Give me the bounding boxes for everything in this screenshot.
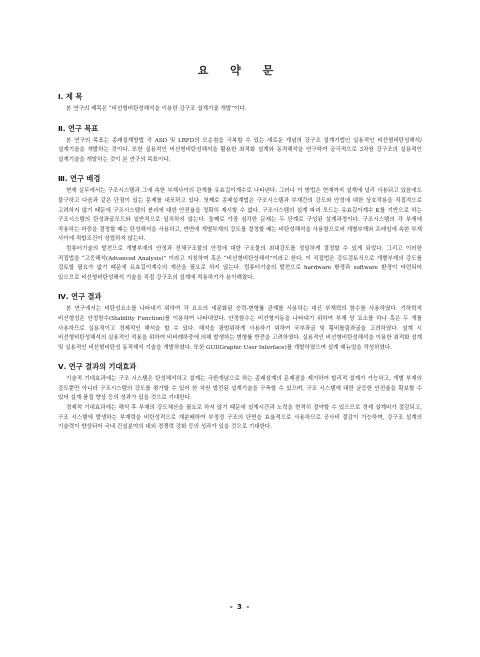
section-heading: Ⅰ. 제 목 xyxy=(58,92,83,101)
section-expected-effects xyxy=(58,362,422,433)
section-research-goal xyxy=(58,124,422,166)
section-heading: Ⅱ. 연구 목표 xyxy=(58,123,99,133)
section-heading: Ⅴ. 연구 결과의 기대효과 xyxy=(58,362,137,372)
section-heading: Ⅲ. 연구 배경 xyxy=(58,174,101,184)
summary-body xyxy=(58,92,422,442)
paragraph: 현재 실무에서는 구조시스템과 그에 속한 부재사이의 관계를 유효길이계수로 나타낸다. 그러나 이 방법은 현재까지 설계에 널리 사용되고 있음에도 불구하고 다음과 같은 단점이 있는 문제를 내포하고 있다. 첫째로 종래설계법은 구조시스템과 부재간의 강도와 안정에 대한 상호작용을 직접적으로 고려하지 않기 때문에 구조시스템의 붕괴에 대한 안전율을 정확히 제시할 수 없다. 구조시스템의 설계 파괴 모드는 유효길이계수 K를 기반으로 하는 구조시스템의 탄성좌굴모드와 일반적으로 일치하지 않는다. 둘째로 가장 심각한 문제는 두 단계로 구성된 설계과정이다. 구조시스템의 각 부재에 작용하는 하중을 결정할 때는 탄성해석을 사용하고, 반면에 개별부재의 강도를 결정할 때는 비탄성해석을 사용함으로써 개별부재와 프레임에 속한 부재 사이에 적합조건이 성립하지 않는다. xyxy=(58,188,422,243)
paragraph: 본 연구에서는 비탄성요소를 나타내기 위하여 각 요소의 세분화된 응력-변형률 관계를 사용하는 대신 부재력의 함수를 사용하였다. 기하학적 비선형성은 안정함수(Stability Function)를 이용하여 나타내었다. 안정함수는 비선형거동을 나타내기 위하여 부재 당 요소를 하나 혹은 두 개를 사용하므로 실용적이고 경제적인 해석을 할 수 있다. 해석을 광범위하게 사용하기 위하여 국부좌굴 및 횡비틀림좌굴을 고려하였다. 설계 시 비선형비탄성해석의 실용적인 적용을 위하여 비비례하중에 의해 발생하는 변형률 반전을 고려하였다. 실용적인 비선형비탄성해석을 이용한 최적화 설계 및 실용적인 비선형비탄성 동적해석 기술을 개발하였다. 또한 GUI(Graphic User Interface)를 개발하였으며 설계 매뉴얼을 작성하였다. xyxy=(58,306,423,351)
section-research-background xyxy=(58,174,422,283)
section-heading: Ⅳ. 연구 결과 xyxy=(58,292,102,302)
section-research-results xyxy=(58,292,422,353)
summary-title: 요 약 문 xyxy=(197,64,283,77)
page-number: - 3 - xyxy=(229,603,251,611)
paragraph: 본 연구의 목표는 종래설계방법 즉 ASD 및 LRFD의 모순점을 극복할 수 있는 새로운 개념의 강구조 설계기법인 실용적인 비선형비탄성해석/설계기술을 개발하는 것이다. 또한 실용적인 비선형비탄성해석을 활용한 최적화 설계와 동적해석을 연구하여 궁극적으로 3차원 강구조의 실용적인 설계기술을 개발하는 것이 본 연구의 목표이다. xyxy=(58,137,422,163)
paragraph: 기술적 기대효과에는 구조 시스템은 탄성해석하고 설계는 극한개념으로 하는 종래설계의 문제점을 제거하여 합리적 설계가 가능하고, 개별 부재의 강도뿐만 아니라 구조시스템의 강도를 평가할 수 있어 한 차원 발전된 설계기술을 구축할 수 있으며, 구조 시스템에 대한 균등한 안전율을 확보할 수 있어 설계 품질 향상 등의 성과가 있을 것으로 기대한다. xyxy=(58,376,422,402)
section-title-subject xyxy=(58,92,422,115)
paragraph: 경제적 기대효과에는 해석 후 부재의 강도체산을 필요로 하지 않기 때문에 설계시간과 노력을 현격히 절약할 수 있으므로 경제 설계비가 절감되고, 구조 시스템에 발생하는 부재력을 비탄성적으로 재분배하여 부정정 구조의 단면을 효율적으로 사용하므로 공사비 절감이 가능하며, 강구조 설계의 기술력이 향상되어 국내 건설분야의 대외 경쟁력 강화 등의 성과가 있을 것으로 기대한다. xyxy=(58,405,422,431)
paragraph: 컴퓨터기술의 발전으로 개별부재의 안정과 전체구조물의 안정에 대한 구조물의 최대강도를 정밀하게 결정할 수 있게 되었다. 그리고 이러한 직접법을 “고등해석(Advanced Analysis)” 이라고 지칭하며 혹은 “비선형비탄성해석”이라고 한다. 이 직접법은 강도검토식으로 개별부재의 강도를 검토할 필요가 없기 때문에 유효길이계수의 계산을 필요로 하지 않는다. 컴퓨터기술의 발전으로 hardware 환경과 software 환경이 마련되어 있으므로 비선형비탄성해석 기술을 직접 강구조의 설계에 적용하기가 용이해졌다. xyxy=(58,245,422,281)
paragraph: 본 연구의 제목은 “비선형비탄성해석을 이용한 강구조 설계기술 개발”이다. xyxy=(66,106,247,112)
